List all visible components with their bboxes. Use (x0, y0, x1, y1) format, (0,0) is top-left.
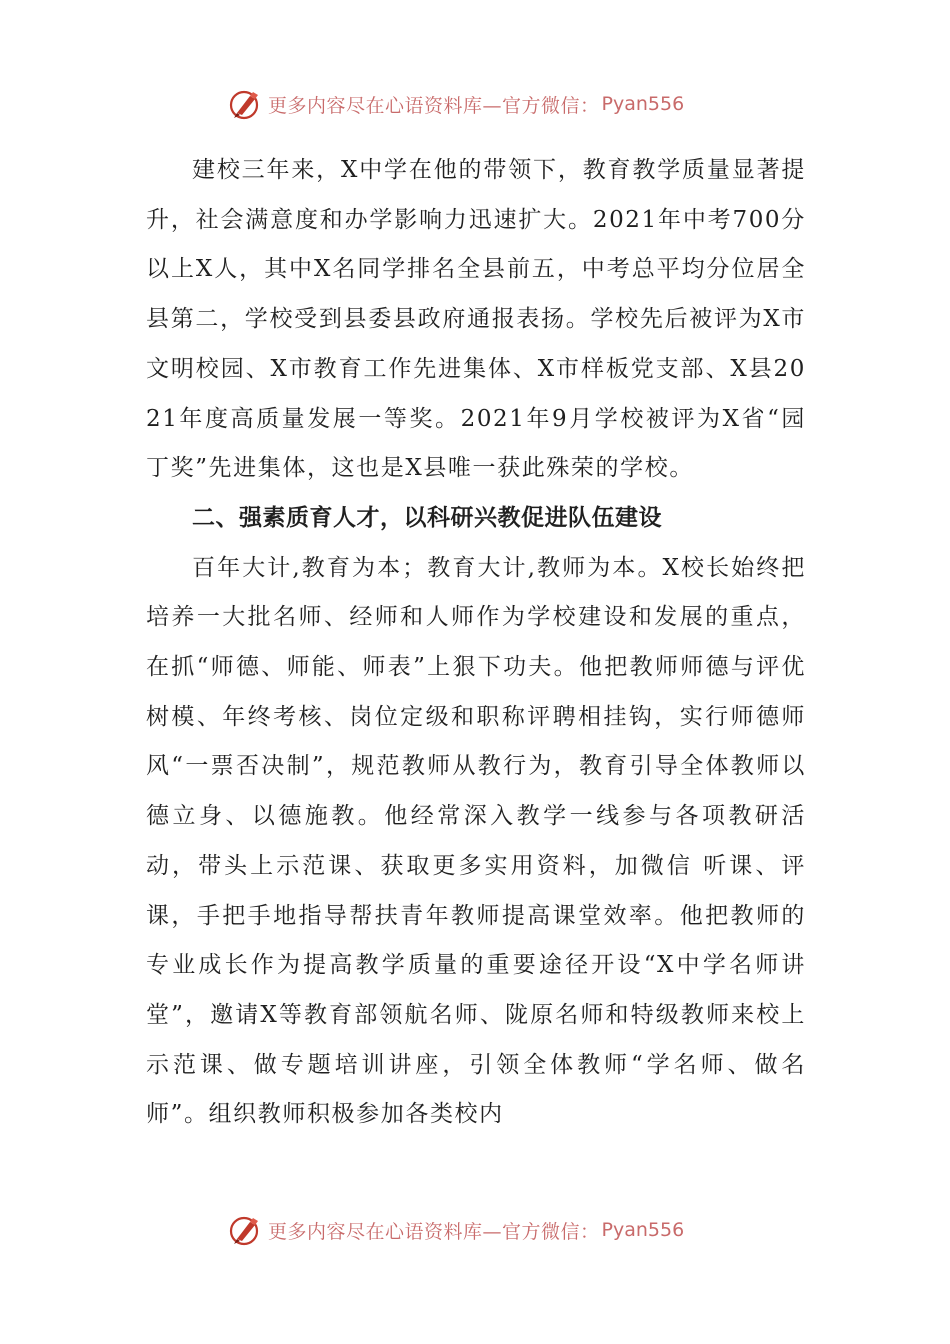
watermark-wechat-id: Pyan556 (601, 1219, 685, 1241)
watermark-text: 更多内容尽在心语资料库—官方微信： (268, 1220, 600, 1243)
document-body (146, 146, 806, 1140)
body-paragraph-2: 百年大计,教育为本；教育大计,教师为本。X校长始终把培养一大批名师、经师和人师作为学校建设和发展的重点，在抓“师德、师能、师表”上狠下功夫。他把教师师德与评优树模、年终考核、岗位定级和职称评聘相挂钩，实行师德师风“一票否决制”，规范教师从教行为，教育引导全体教师以德立身、以德施教。他经常深入教学一线参与各项教研活动，带头上示范课、获取更多实用资料，加微信 听课、评课，手把手地指导帮扶青年教师提高课堂效率。他把教师的专业成长作为提高教学质量的重要途径开设“X中学名师讲堂”，邀请X等教育部领航名师、陇原名师和特级教师来校上示范课、做专题培训讲座，引领全体教师“学名师、做名师”。组织教师积极参加各类校内 (146, 554, 806, 1128)
pen-nib-circle-icon (228, 87, 262, 121)
watermark-footer (228, 1210, 684, 1250)
body-paragraph-1: 建校三年来，X中学在他的带领下，教育教学质量显著提升，社会满意度和办学影响力迅速扩大。2021年中考700分以上X人，其中X名同学排名全县前五，中考总平均分位居全县第二，学校受到县委县政府通报表扬。学校先后被评为X市文明校园、X市教育工作先进集体、X市样板党支部、X县2021年度高质量发展一等奖。2021年9月学校被评为X省“园丁奖”先进集体，这也是X县唯一获此殊荣的学校。 (146, 157, 806, 482)
section-heading-2: 二、强素质育人才，以科研兴教促进队伍建设 (192, 504, 662, 531)
pen-nib-circle-icon (228, 1213, 262, 1247)
watermark-text: 更多内容尽在心语资料库—官方微信： (268, 94, 600, 117)
watermark-header (228, 84, 684, 124)
watermark-wechat-id: Pyan556 (601, 93, 685, 115)
